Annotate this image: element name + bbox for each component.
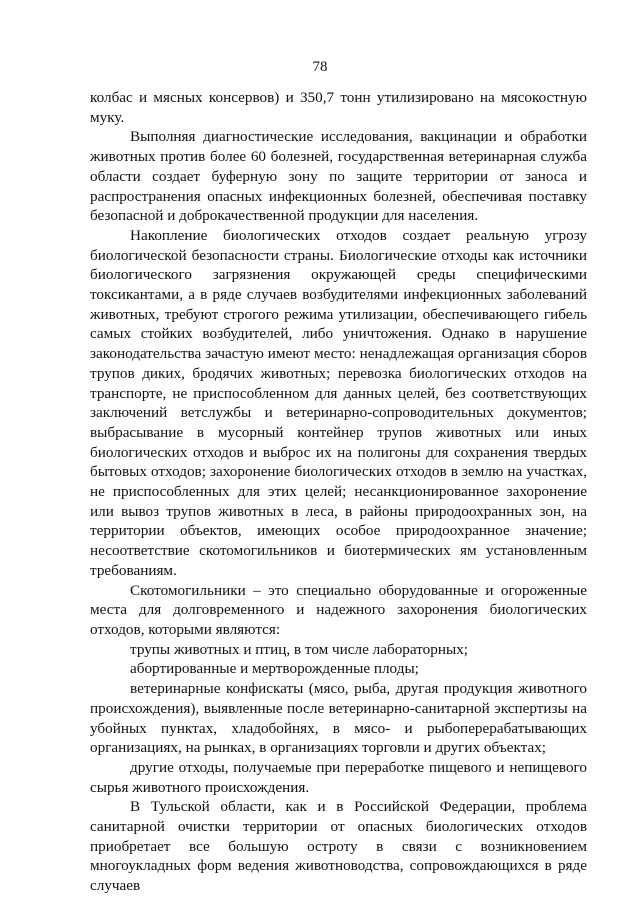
paragraph-tula-region: В Тульской области, как и в Российской Федерации, проблема санитарной очистки территории от опасных биологических отходов приобретает все большую остроту в связи с возникновением многоукладных форм ведения животноводства, сопровождающихся в ряде случаев (90, 798, 587, 895)
document-body (90, 88, 587, 896)
paragraph-continuation: колбас и мясных консервов) и 350,7 тонн утилизировано на мясокостную муку. (90, 89, 587, 126)
page-number: 78 (312, 59, 328, 75)
paragraph-veterinary-service: Выполняя диагностические исследования, вакцинации и обработки животных против более 60 болезней, государственная ветеринарная служба области создает буферную зону по защите территории от заноса и распространения опасных инфекционных болезней, обеспечивая поставку безопасной и доброкачественной продукции для населения. (90, 128, 587, 225)
list-item-animal-carcasses: трупы животных и птиц, в том числе лабораторных; (130, 640, 469, 658)
list-item-other-waste: другие отходы, получаемые при переработке пищевого и непищевого сырья животного происхождения. (90, 758, 587, 796)
list-item-veterinary-confiscates: ветеринарные конфискаты (мясо, рыба, другая продукция животного происхождения), выявленные после ветеринарно-санитарной экспертизы на убойных пунктах, хладобойнях, в мясо- и рыбоперерабатывающих организациях, на рынках, в организациях торговли и других объектах; (90, 680, 587, 757)
list-item-aborted-fetuses: абортированные и мертворожденные плоды; (130, 660, 419, 678)
paragraph-biological-waste: Накопление биологических отходов создает реальную угрозу биологической безопасности страны. Биологические отходы как источники биологического загрязнения окружающей среды специфическими токсикантами, а в ряде случаев возбудителями инфекционных заболеваний животных, требуют строгого режима утилизации, обеспечивающего гибель самых стойких возбудителей, либо уничтожения. Однако в нарушение законодательства зачастую имеют место: ненадлежащая организация сборов трупов диких, бродячих животных; перевозка биологических отходов на транспорте, не приспособленном для данных целей, без соответствующих заключений ветслужбы и ветеринарно-сопроводительных документов; выбрасывание в мусорный контейнер трупов животных или иных биологических отходов и выброс их на полигоны для сохранения твердых бытовых отходов; захоронение биологических отходов в землю на участках, не приспособленных для этих целей; несанкционированное захоронение или вывоз трупов животных в леса, в районы природоохранных зон, на территории объектов, имеющих особое природоохранное значение; несоответствие скотомогильников и биотермических ям установленным требованиям. (90, 226, 587, 579)
paragraph-cattle-burial-definition: Скотомогильники – это специально оборудованные и огороженные места для долговременного и надежного захоронения биологических отходов, которыми являются: (90, 581, 587, 638)
